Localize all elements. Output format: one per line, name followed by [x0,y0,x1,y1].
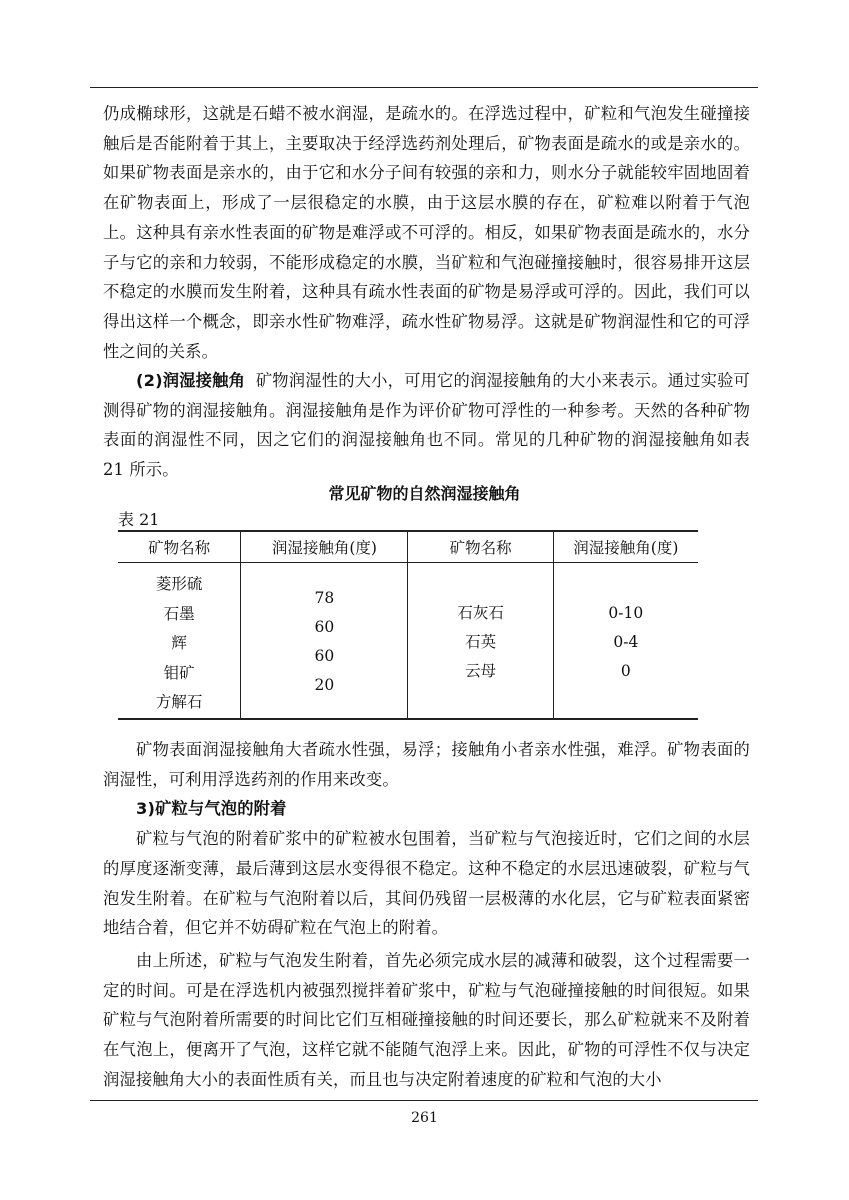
angle-value: 0-10 [608,604,644,622]
mineral-name: 菱形硫 [155,575,203,593]
body-text-bottom [103,735,750,1094]
mineral-name: 云母 [465,662,497,680]
contact-angle-table [118,530,698,720]
footer-rule [90,1100,758,1101]
header-mineral-name-2: 矿物名称 [408,531,553,563]
angle-value: 0 [620,662,631,680]
table-row [118,563,698,719]
angle-value: 78 [314,589,335,607]
mineral-name: 方解石 [155,693,203,711]
header-contact-angle-2: 润湿接触角(度) [553,531,698,563]
paragraph-attachment-1: 矿粒与气泡的附着矿浆中的矿粒被水包围着，当矿粒与气泡接近时，它们之间的水层的厚度逐渐变薄，最后薄到这层水变得很不稳定。这种不稳定的水层迅速破裂，矿粒与气泡发生附着。在矿粒与气泡附着以后，其间仍残留一层极薄的水化层，它与矿粒表面紧密地结合着，但它并不妨碍矿粒在气泡上的附着。 [103,829,750,938]
angle-value: 60 [314,618,335,636]
table-label: 表 21 [118,510,160,529]
paragraph-contact-angle [103,366,750,485]
mineral-name: 钼矿 [163,663,195,682]
header-mineral-name-1: 矿物名称 [118,531,241,563]
mineral-name: 石灰石 [457,604,504,622]
paragraph-after-table: 矿物表面润湿接触角大者疏水性强，易浮；接触角小者亲水性强，难浮。矿物表面的润湿性，可利用浮选药剂的作用来改变。 [103,740,750,789]
mineral-name: 石墨 [163,604,195,623]
header-contact-angle-1: 润湿接触角(度) [241,531,408,563]
table-title: 常见矿物的自然润湿接触角 [328,484,521,503]
table-cell-mineral-names-1 [118,563,241,719]
angle-value: 20 [314,676,335,694]
page-number: 261 [411,1110,438,1126]
header-rule [90,87,758,88]
section-heading-contact-angle: (2)润湿接触角 [136,371,246,390]
angle-value: 60 [314,647,335,665]
body-text-top [103,99,750,366]
mineral-name: 辉 [171,634,187,652]
paragraph-attachment-2: 由上所述，矿粒与气泡发生附着，首先必须完成水层的减薄和破裂，这个过程需要一定的时间。可是在浮选机内被强烈搅拌着矿浆中，矿粒与气泡碰撞接触的时间很短。如果矿粒与气泡附着所需要的时间比它们互相碰撞接触的时间还要长，那么矿粒就来不及附着在气泡上，便离开了气泡，这样它就不能随气泡浮上来。因此，矿物的可浮性不仅与决定润湿接触角大小的表面性质有关，而且也与决定附着速度的矿粒和气泡的大小 [103,950,750,1089]
angle-value: 0-4 [613,633,639,651]
table-cell-mineral-names-2 [408,563,553,719]
paragraph-wettability: 仍成椭球形，这就是石蜡不被水润湿，是疏水的。在浮选过程中，矿粒和气泡发生碰撞接触后是否能附着于其上，主要取决于经浮选药剂处理后，矿物表面是疏水的或是亲水的。如果矿物表面是亲水的，由于它和水分子间有较强的亲和力，则水分子就能较牢固地固着在矿物表面上，形成了一层很稳定的水膜，由于这层水膜的存在，矿粒难以附着于气泡上。这种具有亲水性表面的矿物是难浮或不可浮的。相反，如果矿物表面是疏水的，水分子与它的亲和力较弱，不能形成稳定的水膜，当矿粒和气泡碰撞接触时，很容易排开这层不稳定的水膜而发生附着，这种具有疏水性表面的矿物是易浮或可浮的。因此，我们可以得出这样一个概念，即亲水性矿物难浮，疏水性矿物易浮。这就是矿物润湿性和它的可浮性之间的关系。 [103,104,750,361]
table-header-row [118,531,698,563]
table-cell-angles-2 [553,563,698,719]
section-heading-attachment: 3)矿粒与气泡的附着 [136,799,287,819]
table-cell-angles-1 [241,563,408,719]
mineral-name: 石英 [465,633,497,651]
section-contact-angle [103,366,750,485]
section-text-contact-angle: 矿物润湿性的大小，可用它的润湿接触角的大小来表示。通过实验可测得矿物的润湿接触角。润湿接触角是作为评价矿物可浮性的一种参考。天然的各种矿物表面的润湿性不同，因之它们的润湿接触角也不同。常见的几种矿物的润湿接触角如表 21 所示。 [103,371,750,480]
